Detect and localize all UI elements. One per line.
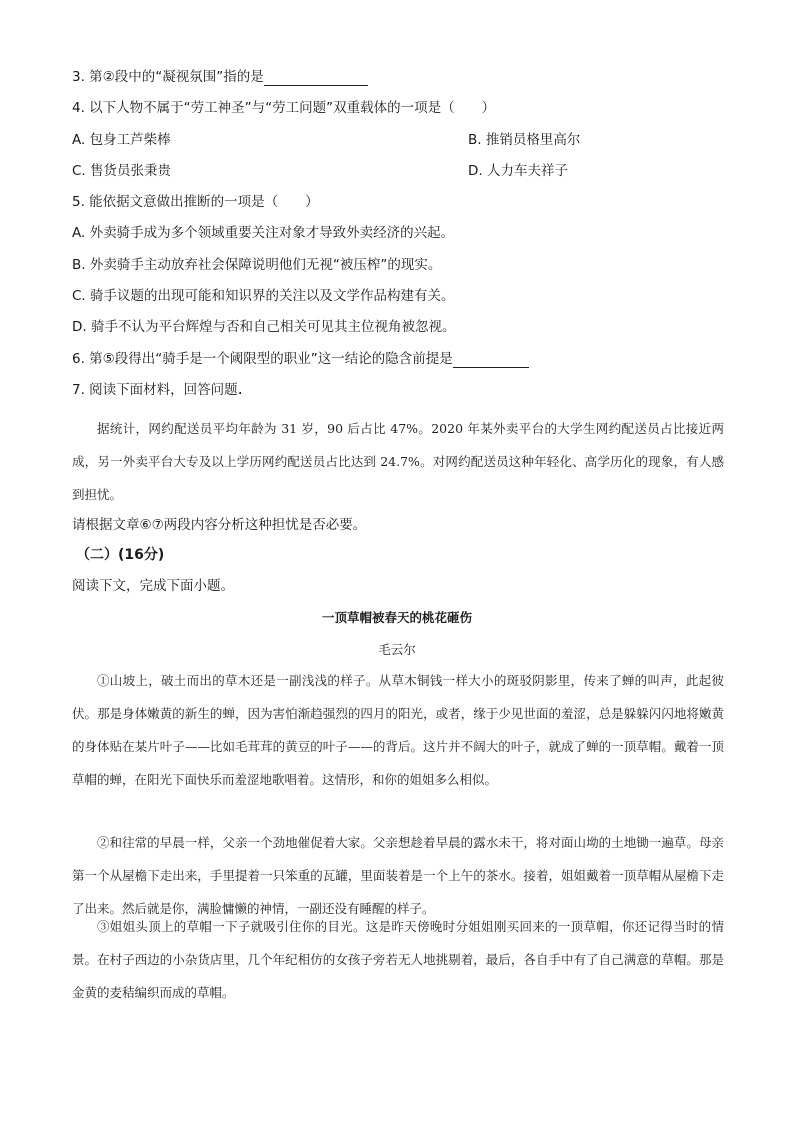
question-5-option-a: A. 外卖骑手成为多个领域重要关注对象才导致外卖经济的兴起。 (72, 225, 455, 241)
question-4-options-row-2 (72, 162, 722, 180)
answer-blank (264, 71, 368, 86)
question-3-text: 3. 第②段中的“凝视氛围”指的是 (72, 69, 264, 85)
question-5-text: 5. 能依据文意做出推断的一项是（ ） (72, 194, 319, 210)
article-paragraph-1: ①山坡上，破土而出的草木还是一副浅浅的样子。从草木铜钱一样大小的斑驳阴影里，传来了蝉的叫声，此起彼伏。那是身体嫩黄的新生的蝉，因为害怕渐趋强烈的四月的阳光，或者，缘于少见世面的羞涩，总是躲躲闪闪地将嫩黄的身体贴在某片叶子——比如毛茸茸的黄豆的叶子——的背后。这片并不阔大的叶子，就成了蝉的一顶草帽。戴着一顶草帽的蝉，在阳光下面快乐而羞涩地歌唱着。这情形，和你的姐姐多么相似。 (72, 673, 724, 787)
question-6 (72, 350, 529, 368)
article-paragraph-2: ②和往常的早晨一样，父亲一个劲地催促着大家。父亲想趁着早晨的露水未干，将对面山坳的土地锄一遍草。母亲第一个从屋檐下走出来，手里提着一只笨重的瓦罐，里面装着是一个上午的茶水。接着，姐姐戴着一顶草帽从屋檐下走了出来。然后就是你，满脸慵懒的神情，一副还没有睡醒的样子。 (72, 835, 724, 916)
question-3 (72, 68, 368, 86)
question-4 (72, 99, 495, 117)
question-6-text: 6. 第⑤段得出“骑手是一个阈限型的职业”这一结论的隐含前提是 (72, 351, 453, 367)
article-paragraph-3: ③姐姐头顶上的草帽一下子就吸引住你的目光。这是昨天傍晚时分姐姐刚买回来的一顶草帽，你还记得当时的情景。在村子西边的小杂货店里，几个年纪相仿的女孩子旁若无人地挑剔着，最后，各自手中有了自己满意的草帽。那是金黄的麦秸编织而成的草帽。 (72, 919, 724, 1000)
question-5-option-c: C. 骑手议题的出现可能和知识界的关注以及文学作品构建有关。 (72, 288, 455, 304)
question-7 (72, 381, 243, 399)
section-2-instruction: 阅读下文，完成下面小题。 (72, 578, 234, 594)
option-d: D. 人力车夫祥子 (468, 163, 568, 179)
question-5-option-d: D. 骑手不认为平台辉煌与否和自己相关可见其主位视角被忽视。 (72, 319, 456, 335)
question-7-text: 7. 阅读下面材料，回答问题 (72, 382, 238, 398)
question-5-option-b: B. 外卖骑手主动放弃社会保障说明他们无视“被压榨”的现实。 (72, 257, 442, 273)
question-5 (72, 193, 319, 211)
article-author: 毛云尔 (378, 642, 416, 657)
option-a: A. 包身工芦柴棒 (72, 132, 171, 148)
question-7-ask: 请根据文章⑥⑦两段内容分析这种担忧是否必要。 (72, 517, 367, 533)
question-7-material: 据统计，网约配送员平均年龄为 31 岁，90 后占比 47%。2020 年某外卖平台的大学生网约配送员占比接近两成，另一外卖平台大专及以上学历网约配送员占比达到 24.7%。对网约配送员这种年轻化、高学历化的现象，有人感到担忧。 (72, 421, 724, 502)
option-b: B. 推销员格里高尔 (468, 132, 581, 148)
section-2-heading: （二）(16分) (76, 547, 165, 563)
question-4-text: 4. 以下人物不属于“劳工神圣”与“劳工问题”双重载体的一项是（ ） (72, 100, 496, 116)
option-c: C. 售货员张秉贵 (72, 163, 172, 179)
article-title: 一顶草帽被春天的桃花砸伤 (321, 610, 472, 625)
question-4-options-row-1 (72, 131, 722, 149)
answer-blank (453, 353, 529, 368)
dot-mark: . (237, 379, 243, 398)
